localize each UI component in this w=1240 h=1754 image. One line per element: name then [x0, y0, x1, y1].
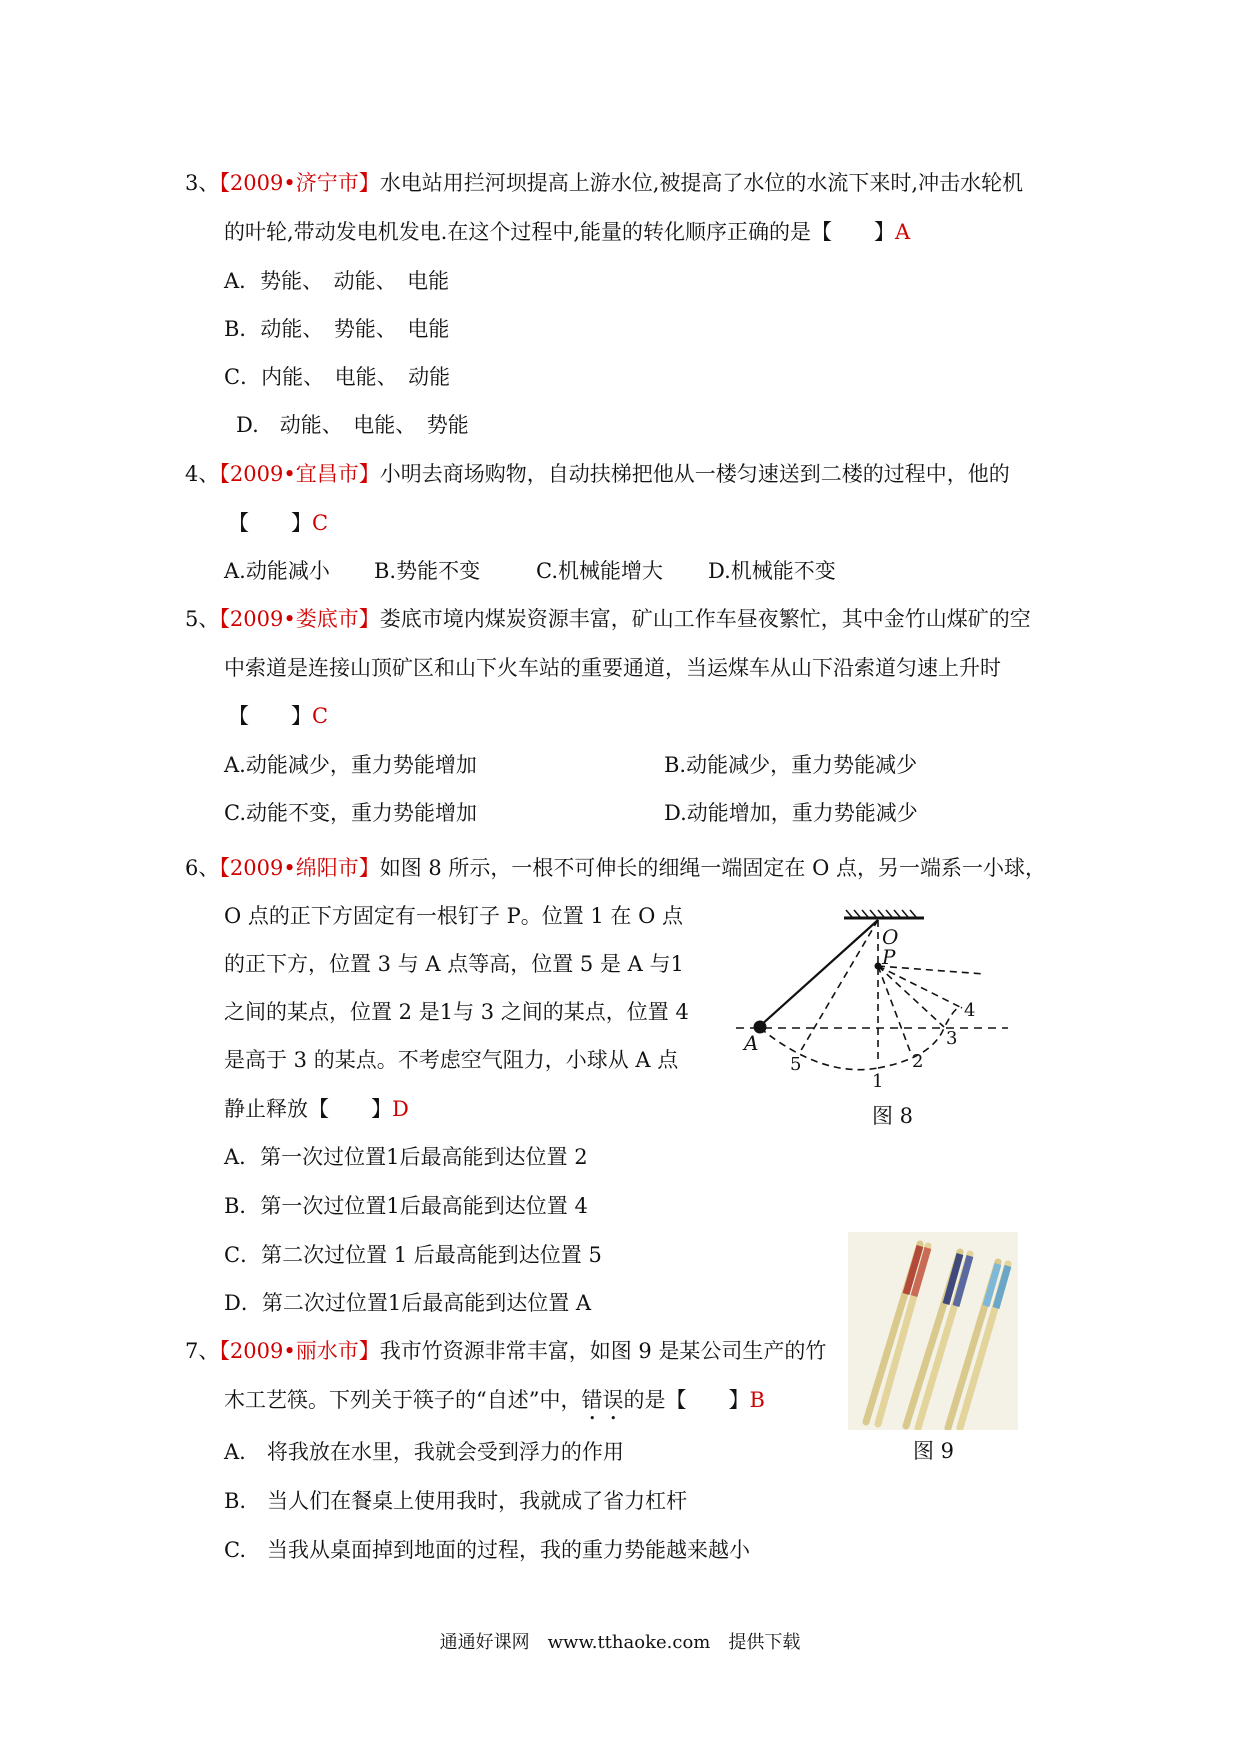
pendulum-diagram — [732, 908, 1012, 1093]
label-1: 1 — [872, 1071, 884, 1092]
ceiling-hatch — [846, 910, 916, 917]
question-6-body-4: 是高于 3 的某点。不考虑空气阻力，小球从 A 点 — [224, 1048, 679, 1072]
question-7-line-1 — [185, 1336, 826, 1366]
question-6-body-3: 之间的某点，位置 2 是1与 3 之间的某点，位置 4 — [224, 1000, 689, 1024]
source-tag: 【2009•济宁市】 — [219, 171, 380, 195]
option-d: D.动能增加，重力势能减少 — [664, 801, 918, 825]
question-5-line-1 — [185, 604, 1031, 634]
source-tag: 【2009•绵阳市】 — [219, 856, 380, 880]
answer: A — [895, 220, 911, 244]
option-d: D. 动能、 电能、 势能 — [236, 413, 469, 437]
question-6-body-1: O 点的正下方固定有一根钉子 P。位置 1 在 O 点 — [224, 904, 683, 928]
question-number: 7、 — [185, 1339, 220, 1363]
question-3-line-1 — [185, 168, 1023, 198]
option-b: B．第一次过位置1后最高能到达位置 4 — [224, 1194, 588, 1218]
label-5: 5 — [790, 1054, 802, 1075]
question-5-line-2: 中索道是连接山顶矿区和山下火车站的重要通道，当运煤车从山下沿索道匀速上升时 — [224, 656, 1001, 680]
question-text: 娄底市境内煤炭资源丰富，矿山工作车昼夜繁忙，其中金竹山煤矿的空 — [379, 607, 1031, 631]
option-c: C.动能不变，重力势能增加 — [224, 801, 477, 825]
label-a: A — [744, 1031, 759, 1055]
source-tag: 【2009•丽水市】 — [219, 1339, 380, 1363]
string-solid — [760, 920, 878, 1026]
question-6-line-1 — [185, 853, 1046, 883]
label-p: P — [882, 945, 896, 969]
page-footer: 通通好课网 www.tthaoke.com 提供下载 — [439, 1632, 801, 1653]
option-d: D．第二次过位置1后最高能到达位置 A — [224, 1291, 592, 1315]
question-text: 我市竹资源非常丰富，如图 9 是某公司生产的竹 — [379, 1339, 827, 1363]
answer: B — [749, 1388, 765, 1412]
option-c: C．内能、 电能、 动能 — [224, 365, 451, 389]
answer: C — [312, 704, 329, 728]
source-tag: 【2009•宜昌市】 — [219, 462, 380, 486]
option-b: B．动能、 势能、 电能 — [224, 317, 450, 341]
question-number: 4、 — [185, 462, 220, 486]
answer-bracket: 【 】 — [228, 511, 312, 535]
question-6-body-2: 的正下方，位置 3 与 A 点等高，位置 5 是 A 与1 — [224, 952, 684, 976]
label-o: O — [882, 925, 899, 949]
figure-9-caption: 图 9 — [913, 1439, 955, 1463]
option-b: B.势能不变 — [374, 559, 481, 583]
option-a: A.动能减小 — [224, 559, 330, 583]
label-2: 2 — [912, 1051, 924, 1072]
peg — [875, 963, 882, 970]
question-5-line-3 — [228, 701, 328, 731]
option-d: D.机械能不变 — [708, 559, 836, 583]
option-a: A．第一次过位置1后最高能到达位置 2 — [224, 1145, 588, 1169]
string-to-5 — [800, 920, 878, 1052]
label-3: 3 — [946, 1028, 958, 1049]
emphasis-text: 错误 — [581, 1388, 624, 1412]
figure-8-caption: 图 8 — [872, 1104, 914, 1128]
question-4-line-2 — [228, 508, 328, 538]
arc-lower — [760, 1028, 878, 1070]
question-text: 的是【 】 — [623, 1388, 750, 1412]
answer-bracket: 【 】 — [228, 704, 312, 728]
question-number: 6、 — [185, 856, 220, 880]
option-a: A．势能、 动能、 电能 — [224, 269, 450, 293]
question-text: 水电站用拦河坝提高上游水位,被提高了水位的水流下来时,冲击水轮机 — [379, 171, 1024, 195]
question-3-line-2 — [224, 217, 910, 247]
question-text: 小明去商场购物，自动扶梯把他从一楼匀速送到二楼的过程中，他的 — [379, 462, 1010, 486]
source-tag: 【2009•娄底市】 — [219, 607, 380, 631]
label-4: 4 — [964, 1000, 976, 1021]
question-text: 如图 8 所示，一根不可伸长的细绳一端固定在 O 点，另一端系一小球， — [379, 856, 1046, 880]
question-text: 的叶轮,带动发电机发电.在这个过程中,能量的转化顺序正确的是【 】 — [224, 220, 896, 244]
option-c: C. 当我从桌面掉到地面的过程，我的重力势能越来越小 — [224, 1538, 750, 1562]
question-text: 静止释放【 】 — [224, 1097, 392, 1121]
option-b: B. 当人们在餐桌上使用我时，我就成了省力杠杆 — [224, 1489, 688, 1513]
question-4-line-1 — [185, 459, 1010, 489]
option-c: C．第二次过位置 1 后最高能到达位置 5 — [224, 1243, 602, 1267]
question-7-line-2 — [224, 1385, 765, 1425]
option-a: A. 将我放在水里，我就会受到浮力的作用 — [224, 1440, 624, 1464]
chopsticks-photo — [848, 1232, 1018, 1430]
option-c: C.机械能增大 — [536, 559, 663, 583]
question-number: 3、 — [185, 171, 220, 195]
question-number: 5、 — [185, 607, 220, 631]
question-text: 木工艺筷。下列关于筷子的“自述”中， — [224, 1388, 582, 1412]
answer: C — [312, 511, 329, 535]
answer: D — [392, 1097, 409, 1121]
question-6-body-5 — [224, 1094, 409, 1124]
option-a: A.动能减少，重力势能增加 — [224, 753, 477, 777]
option-b: B.动能减少，重力势能减少 — [664, 753, 918, 777]
